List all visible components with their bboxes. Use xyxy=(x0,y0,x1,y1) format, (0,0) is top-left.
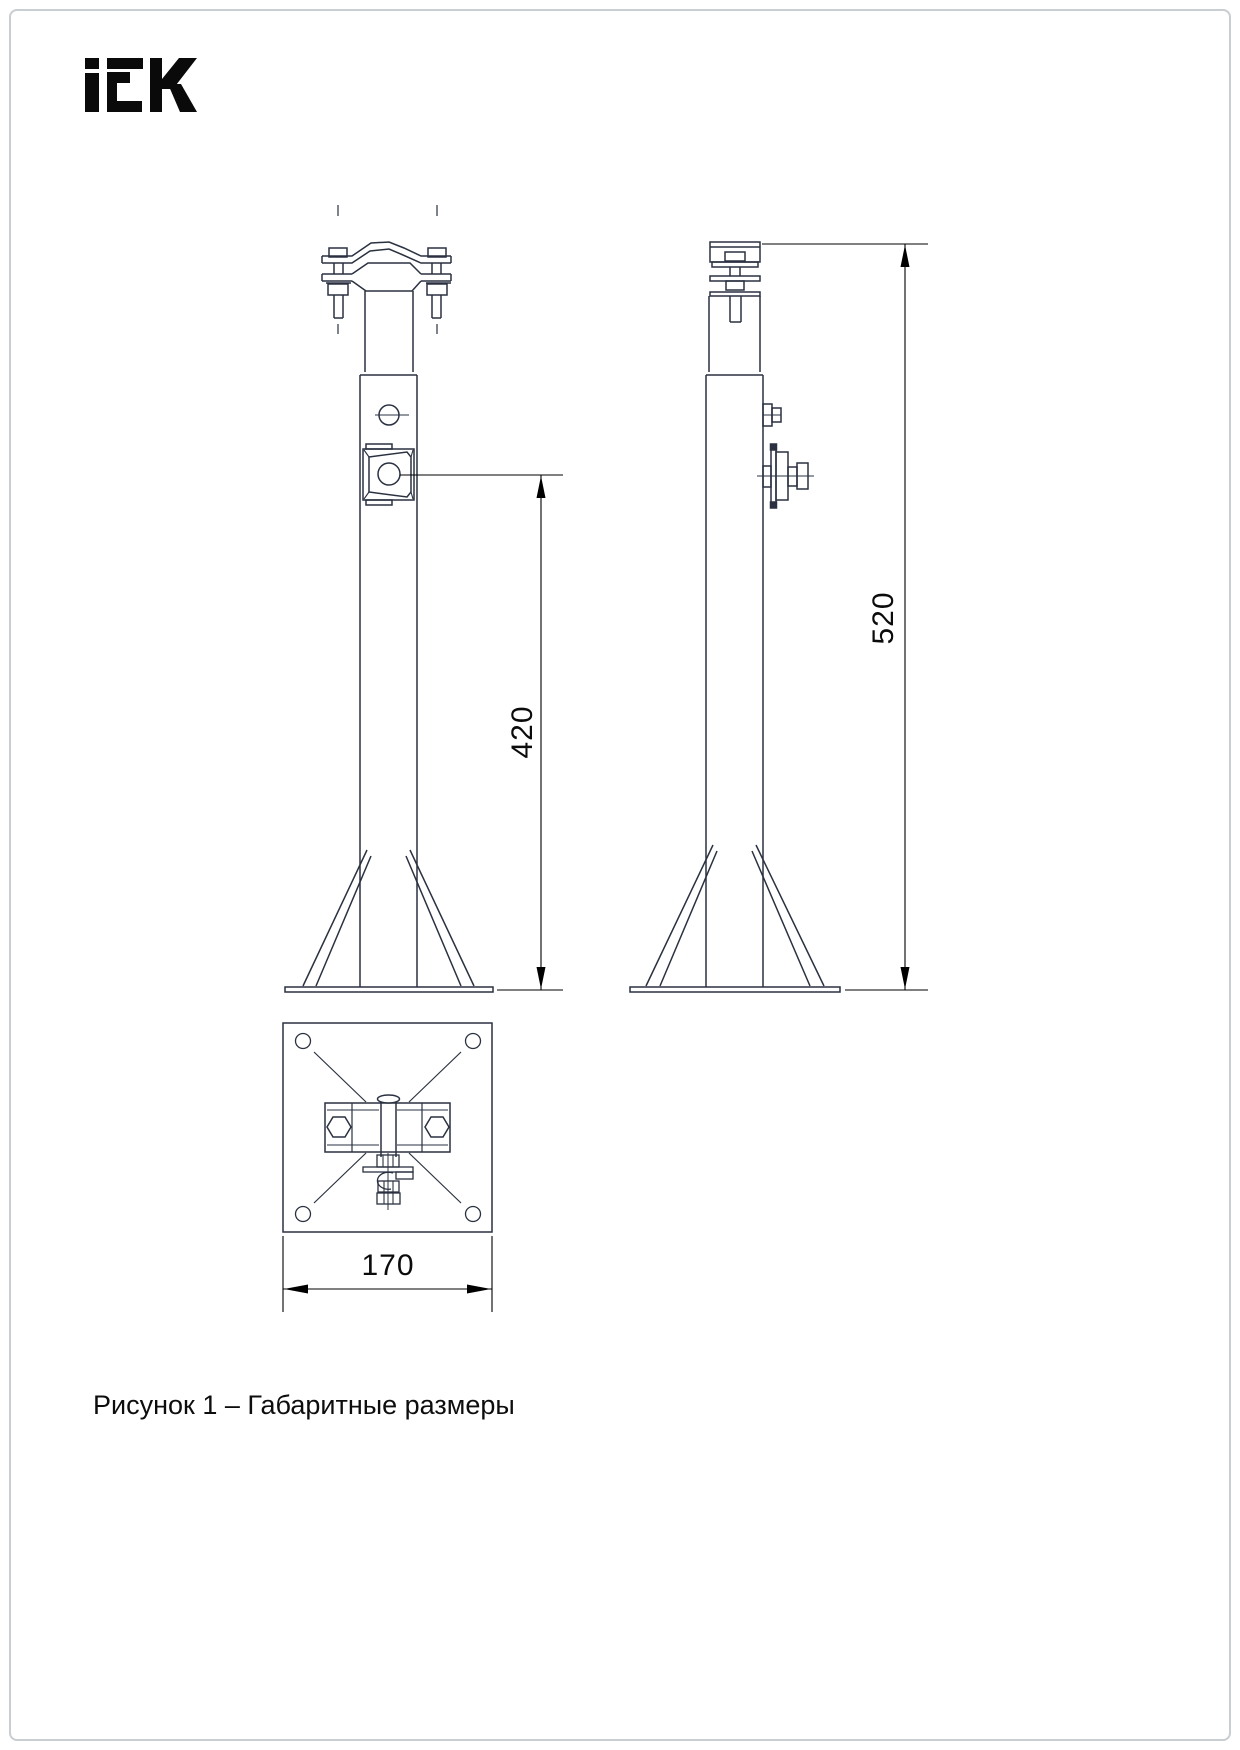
dimension-label-front-height: 420 xyxy=(506,705,539,759)
dimension-label-base-width: 170 xyxy=(361,1249,415,1282)
figure-caption: Рисунок 1 – Габаритные размеры xyxy=(93,1390,515,1420)
side-base-plate xyxy=(630,987,840,992)
front-mast-clamp-icon xyxy=(322,205,451,334)
side-pipe-bracket xyxy=(757,444,814,508)
bottom-pipe-bracket xyxy=(325,1103,450,1152)
side-gussets xyxy=(646,845,824,986)
dim-520-lines xyxy=(762,244,928,990)
front-gussets xyxy=(303,850,474,986)
bottom-pole-section xyxy=(378,1095,400,1157)
front-pole xyxy=(360,291,417,987)
front-pole-hole xyxy=(375,405,409,425)
side-view xyxy=(630,242,840,992)
bottom-view xyxy=(283,1023,492,1232)
front-base-plate xyxy=(285,987,493,992)
dimension-label-side-height: 520 xyxy=(867,591,900,645)
side-mast-clamp-icon xyxy=(710,242,760,322)
bottom-bolt-stack xyxy=(363,1153,413,1210)
front-view xyxy=(285,205,493,992)
side-pole xyxy=(706,296,763,987)
side-upper-bolt xyxy=(763,404,781,426)
